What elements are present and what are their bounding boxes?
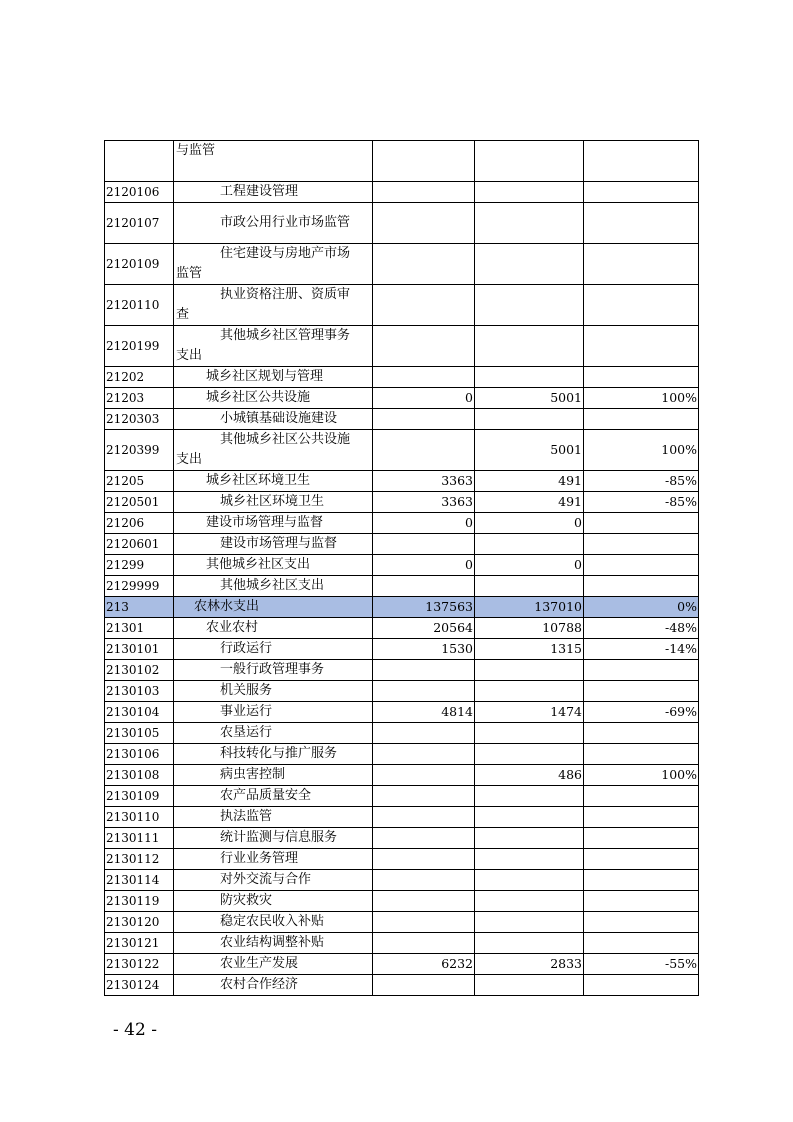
row-name-continued: 支出 <box>176 348 203 363</box>
row-code: 2130119 <box>105 891 174 912</box>
table-row <box>105 430 699 471</box>
row-value-2 <box>475 786 584 807</box>
row-code: 2120109 <box>105 244 174 285</box>
table-row <box>105 285 699 326</box>
row-value-1 <box>373 891 475 912</box>
row-name-cell <box>174 576 373 597</box>
row-name: 其他城乡社区支出 <box>206 557 311 572</box>
row-value-1 <box>373 203 475 244</box>
budget-table-container <box>104 140 698 996</box>
row-value-2: 5001 <box>475 430 584 471</box>
row-value-1 <box>373 807 475 828</box>
row-name: 稳定农民收入补贴 <box>220 914 325 929</box>
table-row <box>105 492 699 513</box>
row-value-2 <box>475 409 584 430</box>
row-name-cell <box>174 555 373 576</box>
row-name-cell <box>174 933 373 954</box>
row-name-cell <box>174 326 373 367</box>
row-name: 农业农村 <box>206 620 259 635</box>
row-name-cell <box>174 765 373 786</box>
row-name: 城乡社区环境卫生 <box>206 473 311 488</box>
row-name: 农业生产发展 <box>220 956 299 971</box>
row-value-2 <box>475 807 584 828</box>
row-name-continued: 支出 <box>176 452 203 467</box>
row-value-1 <box>373 285 475 326</box>
row-value-3 <box>584 828 699 849</box>
row-value-2 <box>475 141 584 182</box>
row-code: 2120106 <box>105 182 174 203</box>
row-code: 21299 <box>105 555 174 576</box>
table-row <box>105 367 699 388</box>
row-name: 事业运行 <box>220 704 273 719</box>
table-row <box>105 597 699 618</box>
table-row <box>105 660 699 681</box>
row-name-cell <box>174 367 373 388</box>
row-value-3 <box>584 513 699 534</box>
row-name-cell <box>174 388 373 409</box>
row-code: 21205 <box>105 471 174 492</box>
row-value-3 <box>584 870 699 891</box>
table-row <box>105 702 699 723</box>
row-value-3 <box>584 891 699 912</box>
row-value-2: 491 <box>475 471 584 492</box>
row-value-1: 0 <box>373 388 475 409</box>
row-value-2: 10788 <box>475 618 584 639</box>
row-value-2 <box>475 203 584 244</box>
row-name-cell <box>174 471 373 492</box>
row-value-2 <box>475 723 584 744</box>
row-value-2: 5001 <box>475 388 584 409</box>
row-name-cell <box>174 807 373 828</box>
row-name-cell <box>174 244 373 285</box>
row-code: 2130103 <box>105 681 174 702</box>
table-row <box>105 409 699 430</box>
row-value-1 <box>373 765 475 786</box>
row-value-1 <box>373 141 475 182</box>
row-name: 市政公用行业市场监管 <box>220 215 351 230</box>
row-value-1 <box>373 870 475 891</box>
row-name: 城乡社区公共设施 <box>206 390 311 405</box>
row-code <box>105 141 174 182</box>
table-row <box>105 576 699 597</box>
row-name: 行业业务管理 <box>220 851 299 866</box>
row-value-2: 2833 <box>475 954 584 975</box>
row-name: 小城镇基础设施建设 <box>220 411 338 426</box>
row-value-2 <box>475 933 584 954</box>
row-value-3: 100% <box>584 430 699 471</box>
row-value-3 <box>584 555 699 576</box>
row-name-cell <box>174 849 373 870</box>
row-value-1 <box>373 828 475 849</box>
table-row <box>105 555 699 576</box>
row-code: 2130114 <box>105 870 174 891</box>
row-code: 2130104 <box>105 702 174 723</box>
row-name: 其他城乡社区公共设施 <box>220 432 351 447</box>
row-value-2 <box>475 891 584 912</box>
row-name: 城乡社区规划与管理 <box>206 369 324 384</box>
row-value-3 <box>584 786 699 807</box>
row-value-2 <box>475 660 584 681</box>
row-name-cell <box>174 618 373 639</box>
table-row <box>105 933 699 954</box>
row-value-2 <box>475 828 584 849</box>
row-name: 农林水支出 <box>194 599 260 614</box>
table-row <box>105 765 699 786</box>
row-name: 科技转化与推广服务 <box>220 746 338 761</box>
row-code: 2120110 <box>105 285 174 326</box>
row-name: 防灾救灾 <box>220 893 273 908</box>
row-value-2 <box>475 326 584 367</box>
row-value-1 <box>373 660 475 681</box>
row-name: 其他城乡社区管理事务 <box>220 328 351 343</box>
row-code: 2130120 <box>105 912 174 933</box>
row-value-1 <box>373 723 475 744</box>
table-row <box>105 471 699 492</box>
row-value-3: -14% <box>584 639 699 660</box>
row-value-3 <box>584 744 699 765</box>
row-code: 2130122 <box>105 954 174 975</box>
row-name-cell <box>174 723 373 744</box>
row-name: 农村合作经济 <box>220 977 299 992</box>
row-code: 2130105 <box>105 723 174 744</box>
row-name-cell <box>174 702 373 723</box>
row-value-1: 3363 <box>373 471 475 492</box>
row-name-cell <box>174 597 373 618</box>
row-value-1: 0 <box>373 513 475 534</box>
row-name-cell <box>174 182 373 203</box>
row-value-3: 100% <box>584 765 699 786</box>
row-value-3 <box>584 285 699 326</box>
row-value-3: 0% <box>584 597 699 618</box>
row-name-cell <box>174 828 373 849</box>
row-value-1 <box>373 367 475 388</box>
table-row <box>105 388 699 409</box>
row-value-1: 0 <box>373 555 475 576</box>
row-code: 2130106 <box>105 744 174 765</box>
row-value-1 <box>373 244 475 285</box>
row-name: 行政运行 <box>220 641 273 656</box>
row-name-cell <box>174 954 373 975</box>
table-row <box>105 870 699 891</box>
row-value-1 <box>373 849 475 870</box>
row-value-3 <box>584 326 699 367</box>
row-name-cell <box>174 744 373 765</box>
row-name-cell <box>174 681 373 702</box>
row-value-3: -85% <box>584 471 699 492</box>
table-row <box>105 723 699 744</box>
row-code: 2130109 <box>105 786 174 807</box>
row-name-cell <box>174 891 373 912</box>
table-body <box>105 141 699 996</box>
table-row <box>105 828 699 849</box>
row-name: 对外交流与合作 <box>220 872 312 887</box>
row-code: 2130124 <box>105 975 174 996</box>
row-value-3 <box>584 244 699 285</box>
row-code: 2130112 <box>105 849 174 870</box>
table-row <box>105 513 699 534</box>
row-code: 2130102 <box>105 660 174 681</box>
row-value-3 <box>584 975 699 996</box>
row-code: 2130111 <box>105 828 174 849</box>
row-value-3: -69% <box>584 702 699 723</box>
row-name-cell <box>174 409 373 430</box>
row-value-1 <box>373 912 475 933</box>
row-name: 工程建设管理 <box>220 184 299 199</box>
row-code: 2120501 <box>105 492 174 513</box>
row-value-3 <box>584 367 699 388</box>
row-name-continued: 监管 <box>176 266 203 281</box>
row-name-cell <box>174 660 373 681</box>
row-value-2 <box>475 576 584 597</box>
row-value-2 <box>475 870 584 891</box>
row-value-2 <box>475 285 584 326</box>
row-value-3 <box>584 576 699 597</box>
row-value-1: 3363 <box>373 492 475 513</box>
row-name-cell <box>174 639 373 660</box>
row-value-2 <box>475 244 584 285</box>
row-value-3 <box>584 723 699 744</box>
table-row <box>105 244 699 285</box>
row-name: 病虫害控制 <box>220 767 286 782</box>
row-value-3 <box>584 912 699 933</box>
row-value-3 <box>584 660 699 681</box>
row-value-3: -55% <box>584 954 699 975</box>
row-name: 农业结构调整补贴 <box>220 935 325 950</box>
row-value-3 <box>584 182 699 203</box>
row-value-3 <box>584 933 699 954</box>
row-value-3 <box>584 141 699 182</box>
row-name: 农垦运行 <box>220 725 273 740</box>
row-name-cell <box>174 141 373 182</box>
row-value-2 <box>475 182 584 203</box>
row-name: 一般行政管理事务 <box>220 662 325 677</box>
row-value-1 <box>373 326 475 367</box>
table-row <box>105 618 699 639</box>
row-code: 21202 <box>105 367 174 388</box>
row-name-cell <box>174 492 373 513</box>
row-name-cell <box>174 786 373 807</box>
row-value-3 <box>584 409 699 430</box>
row-value-1 <box>373 681 475 702</box>
row-value-1 <box>373 786 475 807</box>
row-value-2: 1315 <box>475 639 584 660</box>
row-value-3 <box>584 849 699 870</box>
row-code: 213 <box>105 597 174 618</box>
row-code: 2120399 <box>105 430 174 471</box>
table-row <box>105 849 699 870</box>
row-value-1 <box>373 576 475 597</box>
row-value-1: 137563 <box>373 597 475 618</box>
table-row <box>105 141 699 182</box>
table-row <box>105 182 699 203</box>
table-row <box>105 326 699 367</box>
row-value-3 <box>584 203 699 244</box>
row-value-2 <box>475 912 584 933</box>
table-row <box>105 954 699 975</box>
row-name-cell <box>174 534 373 555</box>
row-code: 2120199 <box>105 326 174 367</box>
row-name-cell <box>174 513 373 534</box>
row-value-2 <box>475 534 584 555</box>
row-name: 统计监测与信息服务 <box>220 830 338 845</box>
row-value-1 <box>373 744 475 765</box>
row-code: 2120601 <box>105 534 174 555</box>
row-code: 2129999 <box>105 576 174 597</box>
table-row <box>105 639 699 660</box>
row-name: 执法监管 <box>220 809 273 824</box>
row-value-1 <box>373 975 475 996</box>
row-value-1 <box>373 933 475 954</box>
row-value-2 <box>475 681 584 702</box>
table-row <box>105 807 699 828</box>
row-name: 建设市场管理与监督 <box>206 515 324 530</box>
row-value-2: 491 <box>475 492 584 513</box>
row-code: 2130101 <box>105 639 174 660</box>
row-value-1 <box>373 409 475 430</box>
row-value-3: -48% <box>584 618 699 639</box>
row-value-1 <box>373 534 475 555</box>
row-name: 其他城乡社区支出 <box>220 578 325 593</box>
row-value-1: 20564 <box>373 618 475 639</box>
row-value-2: 486 <box>475 765 584 786</box>
row-value-2 <box>475 367 584 388</box>
row-name-cell <box>174 430 373 471</box>
table-row <box>105 786 699 807</box>
row-name-cell <box>174 870 373 891</box>
row-name: 建设市场管理与监督 <box>220 536 338 551</box>
table-row <box>105 681 699 702</box>
row-value-2: 0 <box>475 555 584 576</box>
row-value-1 <box>373 430 475 471</box>
row-value-2 <box>475 975 584 996</box>
row-value-2: 137010 <box>475 597 584 618</box>
row-name: 农产品质量安全 <box>220 788 312 803</box>
row-value-3 <box>584 681 699 702</box>
row-code: 21203 <box>105 388 174 409</box>
budget-table <box>104 140 699 996</box>
row-value-3: 100% <box>584 388 699 409</box>
row-name: 城乡社区环境卫生 <box>220 494 325 509</box>
row-name-cell <box>174 975 373 996</box>
table-row <box>105 534 699 555</box>
row-name: 住宅建设与房地产市场 <box>220 246 351 261</box>
row-name-continued: 查 <box>176 307 190 322</box>
row-name: 机关服务 <box>220 683 273 698</box>
row-code: 2130108 <box>105 765 174 786</box>
row-name-cell <box>174 203 373 244</box>
row-value-1: 1530 <box>373 639 475 660</box>
row-name-cell <box>174 912 373 933</box>
table-row <box>105 744 699 765</box>
table-row <box>105 912 699 933</box>
row-name: 与监管 <box>176 143 216 158</box>
page-number: - 42 - <box>113 1020 157 1040</box>
row-name-cell <box>174 285 373 326</box>
row-value-1 <box>373 182 475 203</box>
row-code: 2120303 <box>105 409 174 430</box>
table-row <box>105 891 699 912</box>
row-name: 执业资格注册、资质审 <box>220 287 351 302</box>
table-row <box>105 975 699 996</box>
row-value-3: -85% <box>584 492 699 513</box>
row-code: 2130121 <box>105 933 174 954</box>
row-code: 2120107 <box>105 203 174 244</box>
row-value-1: 6232 <box>373 954 475 975</box>
row-value-2 <box>475 744 584 765</box>
row-value-3 <box>584 807 699 828</box>
row-value-1: 4814 <box>373 702 475 723</box>
row-code: 21301 <box>105 618 174 639</box>
row-code: 21206 <box>105 513 174 534</box>
table-row <box>105 203 699 244</box>
row-code: 2130110 <box>105 807 174 828</box>
row-value-2 <box>475 849 584 870</box>
row-value-2: 0 <box>475 513 584 534</box>
row-value-2: 1474 <box>475 702 584 723</box>
row-value-3 <box>584 534 699 555</box>
